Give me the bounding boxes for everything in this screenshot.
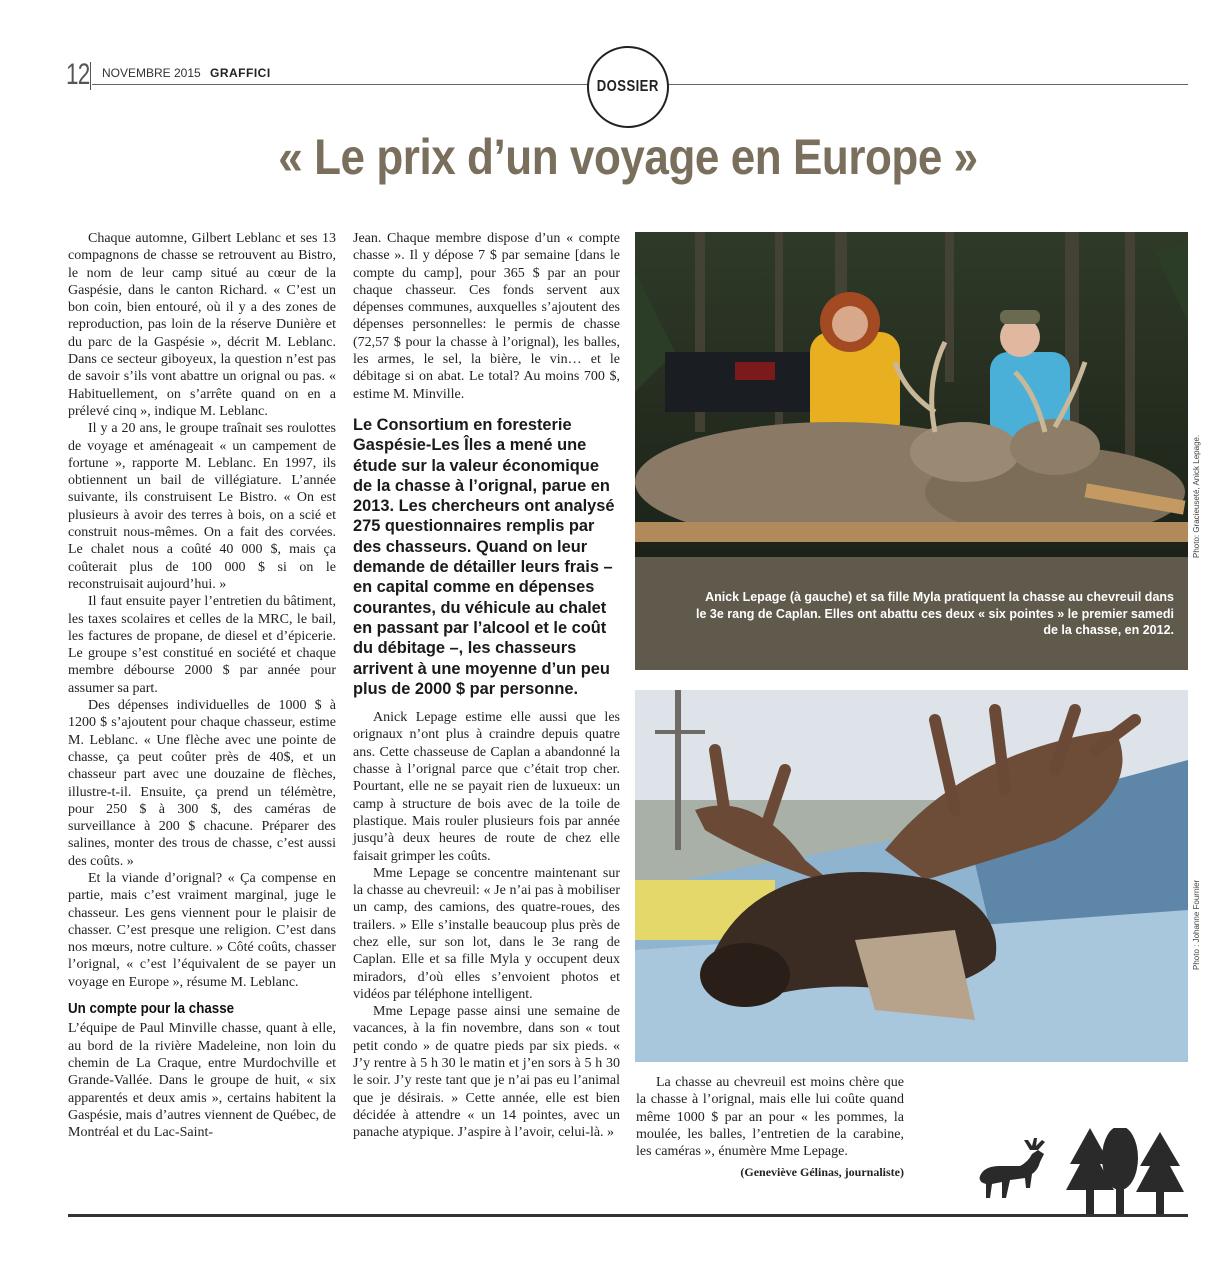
paragraph: Il faut ensuite payer l’entretien du bâtiment, les taxes scolaires et celles de la MRC, le bail, les factures de propane, de diesel et d’épicerie. Le groupe s’est constitué en société et chaque membre débourse 2000 $ par année pour assumer sa part. [68, 594, 336, 696]
moose-and-trees-icon [970, 1128, 1190, 1220]
paragraph: Il y a 20 ans, le groupe traînait ses roulottes de voyage et aménageait « un campement de fortune », rapporte M. Leblanc. En 1997, ils obtiennent un bail de villégiature. L’année suivante, ils construisent Le Bistro. « On est plusieurs à avoir des terres à bois, on a scié et construit nous-mêmes. On a fait des corvées. Le chalet nous a coûté 40 000 $, mais ça coûterait plus de 100 000 $ si on le reconstruisait aujourd’hui. » [68, 421, 336, 592]
header-divider [90, 62, 91, 90]
pull-quote: Le Consortium en foresterie Gaspésie-Les Îles a mené une étude sur la valeur économique de la chasse à l’orignal, parue en 2013. Les chercheurs ont analysé 275 questionnaires remplis par des chasseurs. Quand on leur demande de détailler leurs frais – en capital comme en dépenses courantes, du véhicule au chalet en passant par l’alcool et le coût du débitage –, les chasseurs arrivent à une moyenne d’un peu plus de 2000 $ par personne. [353, 415, 615, 698]
paragraph: La chasse au chevreuil est moins chère que la chasse à l’orignal, mais elle lui coûte quand même 1000 $ par an pour « les pommes, la moulée, les balles, l’entretien de la carabine, les caméras », énumère Mme Lepage. [636, 1075, 904, 1160]
paragraph: Anick Lepage estime elle aussi que les orignaux n’ont plus à craindre depuis quatre ans. Cette chasseuse de Caplan a abandonné la chasse à l’orignal parce que c’était trop cher. Pourtant, elle ne se payait rien de luxueux: un camp à structure de bois avec de la toile de plastique. Mais rouler plusieurs fois par année jusqu’à deux heures de route de chez elle faisait grimper les coûts. [353, 710, 620, 864]
paragraph: Des dépenses individuelles de 1000 $ à 1200 $ s’ajoutent pour chaque chasseur, estime M. Leblanc. « Une flèche avec une pointe de chasse, ça peut coûter près de 40$, et un chasseur part avec une douzaine de flèches, illustre-t-il. Ensuite, ça prend un télémètre, pour 250 $ à 300 $, des caméras de surveillance à 200 $ chacune. Préparer des salines, monter des trous de chasse, c’est aussi des coûts. » [68, 698, 336, 869]
paragraph: Jean. Chaque membre dispose d’un « compte chasse ». Il y dépose 7 $ par semaine [dans le compte du camp], pour 365 $ par an pour chaque chasseur. Ces fonds servent aux dépenses communes, auxquelles s’ajoutent des dépenses personnelles: le permis de chasse (72,57 $ pour la chasse à l’orignal), les balles, les armes, le sel, la bière, le vin… et le débitage si on abat. Le total? Au moins 700 $, estime M. Minville. [353, 231, 620, 402]
paragraph: Mme Lepage passe ainsi une semaine de vacances, à la fin novembre, dans son « tout petit condo » de quatre pieds par six pieds. « J’y rentre à 5 h 30 le matin et j’en sors à 5 h 30 le soir. J’y reste tant que je n’ai pas eu l’animal que je désirais. » Cette année, elle est bien décidée à attendre « un 14 pointes, avec un panache atypique. J’aspire à l’avoir, celui-là. » [353, 1004, 620, 1141]
paragraph: L’équipe de Paul Minville chasse, quant à elle, au bord de la rivière Madeleine, non loin du chemin de La Craque, entre Murdochville et Grande-Vallée. Dans le groupe de huit, « six apparentés et deux amis », certains habitent la Gaspésie, mais d’autres viennent de Québec, de Montréal et du Lac-Saint- [68, 1021, 336, 1141]
paragraph: Chaque automne, Gilbert Leblanc et ses 13 compagnons de chasse se retrouvent au Bistro, le nom de leur camp situé au cœur de la Gaspésie, dans le canton Richard. « C’est un bon coin, bien entouré, où il y a des zones de reproduction, pas loin de la réserve Dunière et du parc de la Gaspésie », décrit M. Leblanc. Dans ce secteur giboyeux, la question n’est pas de savoir s’ils vont abattre un orignal ou pas. « Habituellement, on s’arrête quand on en a prélevé cinq », indique M. Leblanc. [68, 231, 336, 419]
article-column-1 [68, 230, 336, 1141]
paragraph: Et la viande d’orignal? « Ça compense en partie, mais c’est vraiment marginal, juge le chasseur. Les gens viennent pour le plaisir de chasser. C’est presque une religion. C’est dans nos mœurs, notre culture. » Côté coûts, chasser l’orignal, « c’est l’équivalent de se payer un voyage en Europe », résume M. Leblanc. [68, 870, 336, 990]
moose-head-photo [635, 690, 1188, 1062]
subheading: Un compte pour la chasse [68, 1001, 235, 1018]
page-bottom-rule [68, 1214, 1188, 1217]
article-column-3 [636, 1074, 904, 1182]
author-signature: (Geneviève Gélinas, journaliste) [740, 1165, 904, 1180]
article-column-2 [353, 230, 620, 1142]
publication-name: GRAFFICI [210, 66, 271, 80]
photo-credit: Photo: Gracieuseté, Anick Lepage. [1192, 434, 1201, 558]
photo-credit: Photo : Johanne Fournier [1192, 879, 1201, 970]
article-headline: « Le prix d’un voyage en Europe » [278, 129, 978, 185]
deer-hunting-photo [635, 232, 1188, 557]
page-number: 12 [66, 58, 90, 91]
section-badge [587, 46, 669, 128]
issue-date: NOVEMBRE 2015 [102, 66, 201, 80]
photo-caption: Anick Lepage (à gauche) et sa fille Myla pratiquent la chasse au chevreuil dans le 3e rang de Caplan. Elles ont abattu ces deux « six pointes » le premier samedi de la chasse, en 2012. [696, 590, 1174, 637]
photo-caption-box [635, 557, 1188, 670]
paragraph: Mme Lepage se concentre maintenant sur la chasse au chevreuil: « Je n’ai pas à mobiliser un camp, des camions, des quatre-roues, des trailers. » Elle s’installe beaucoup plus près de chez elle, sur son lot, dans le 3e rang de Caplan. Elle et sa fille Myla y occupent deux miradors, d’où elles s’envoient photos et vidéos par téléphone intelligent. [353, 865, 620, 1002]
section-label: DOSSIER [597, 78, 659, 95]
